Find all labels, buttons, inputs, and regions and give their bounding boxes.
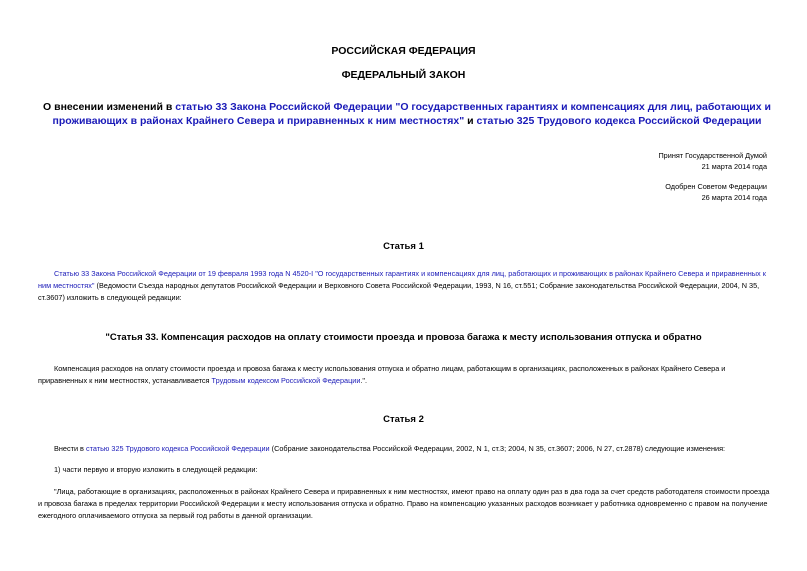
council-approval xyxy=(665,181,767,203)
labor-code-link[interactable]: Трудовым кодексом Российской Федерации xyxy=(211,376,361,385)
quoted-article-text: Компенсация расходов на оплату стоимости проезда и провоза багажа к месту использования отпуска и обратно лицам, работающим в организациях, расположенных в районах Крайнего Севера и приравненных к ним местностях, устанавливается xyxy=(38,364,726,385)
title-middle: и xyxy=(464,115,477,127)
quoted-article-end: .". xyxy=(360,376,368,385)
article2-item1-text: 1) части первую и вторую изложить в следующей редакции: xyxy=(54,465,258,474)
law-title xyxy=(42,100,772,128)
title-link-article-33[interactable]: статью 33 Закона Российской Федерации "О государственных гарантиях и компенсациях для лиц, работающих и проживающих в районах Крайнего Севера и приравненных к ним местностях" xyxy=(52,101,771,127)
article2-item1 xyxy=(38,464,771,476)
law-type-heading: ФЕДЕРАЛЬНЫЙ ЗАКОН xyxy=(341,69,466,81)
article-325-link[interactable]: статью 325 Трудового кодекса Российской Федерации xyxy=(85,444,270,453)
article2-intro-text: (Собрание законодательства Российской Федерации, 2002, N 1, ст.3; 2004, N 35, ст.3607; 2006, N 27, ст.2878) следующие изменения: xyxy=(269,444,726,453)
title-link-article-325[interactable]: статью 325 Трудового кодекса Российской Федерации xyxy=(476,115,762,127)
country-heading: РОССИЙСКАЯ ФЕДЕРАЦИЯ xyxy=(331,45,476,57)
article1-link[interactable]: Статью 33 Закона Российской Федерации от 19 февраля 1993 года N 4520-I "О государственных гарантиях и компенсациях для лиц, работающих и проживающих в районах Крайнего Севера и приравненных к ним местностях" xyxy=(38,269,766,290)
quoted-article-heading: "Статья 33. Компенсация расходов на оплату стоимости проезда и провоза багажа к месту использования отпуска и обратно xyxy=(105,332,702,343)
council-approval-date: 26 марта 2014 года xyxy=(701,193,767,202)
quoted-article-paragraph xyxy=(38,363,771,387)
duma-adoption-date: 21 марта 2014 года xyxy=(701,162,767,171)
article2-heading: Статья 2 xyxy=(383,414,424,425)
article1-text: (Ведомости Съезда народных депутатов Российской Федерации и Верховного Совета Российской Федерации, 1993, N 16, ст.551; Собрание законодательства Российской Федерации, 2004, N 35, ст.3607) изложить в следующей редакции: xyxy=(38,281,760,302)
council-approval-label: Одобрен Советом Федерации xyxy=(665,182,767,191)
duma-adoption xyxy=(658,150,767,172)
article1-paragraph xyxy=(38,268,771,304)
article2-intro xyxy=(38,443,771,455)
article2-quote-text: "Лица, работающие в организациях, расположенных в районах Крайнего Севера и приравненных к ним местностях, имеют право на оплату один раз в два года за счет средств работодателя стоимости проезда и провоза багажа в пределах территории Российской Федерации к месту использования отпуска и обратно. Право на компенсацию указанных расходов возникает у работника одновременно с правом на получение ежегодного оплачиваемого отпуска за первый год работы в данной организации. xyxy=(38,487,770,520)
title-prefix: О внесении изменений в xyxy=(43,101,176,113)
duma-adoption-label: Принят Государственной Думой xyxy=(658,151,767,160)
article1-heading: Статья 1 xyxy=(383,241,424,252)
article2-intro-prefix: Внести в xyxy=(54,444,86,453)
article2-quote xyxy=(38,486,771,522)
